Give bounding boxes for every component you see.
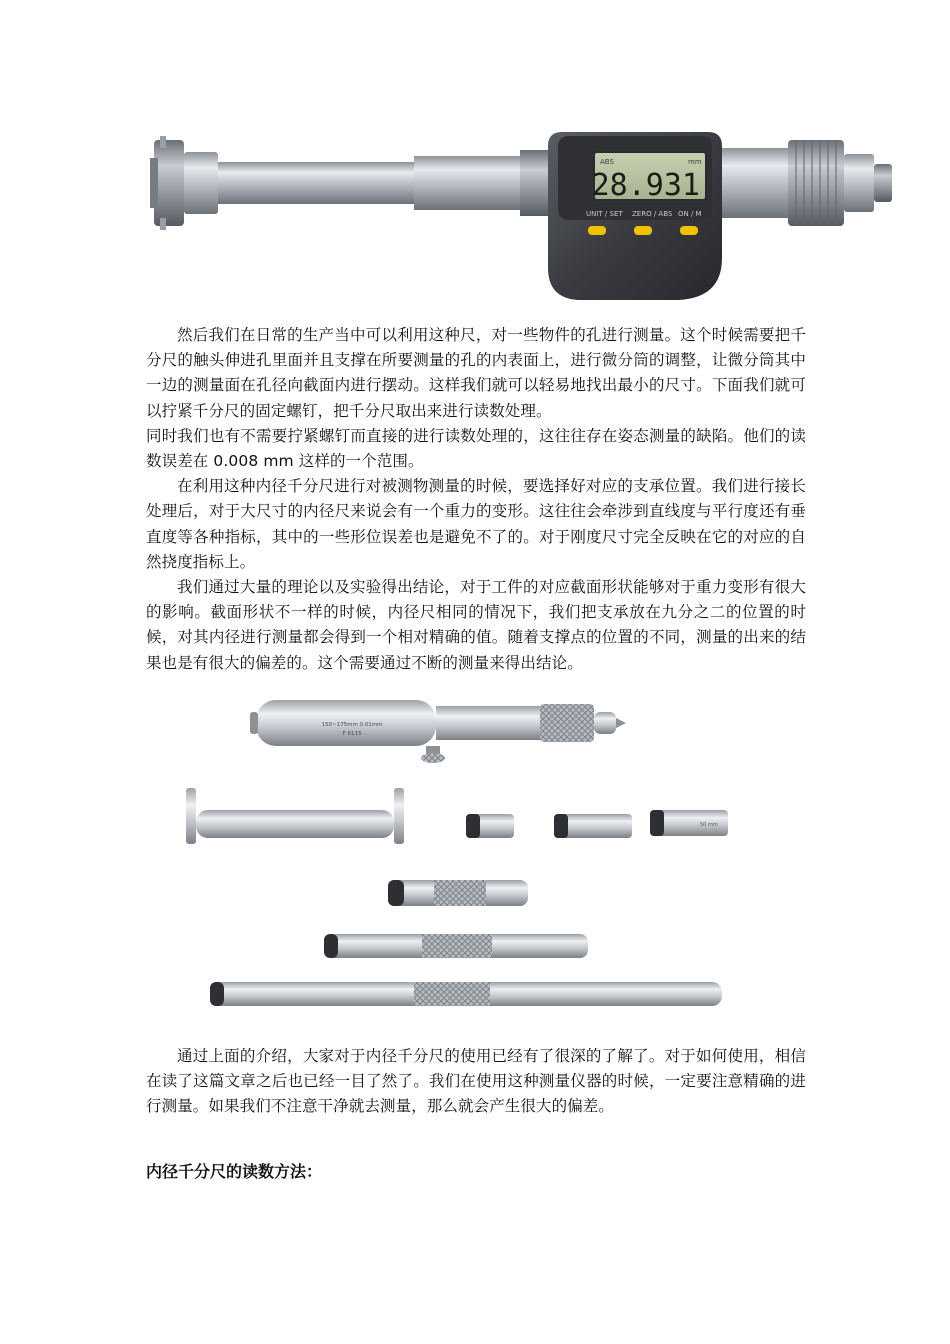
paragraph-2: 同时我们也有不需要拧紧螺钉而直接的进行读数处理的，这往往存在姿态测量的缺陷。他们的读数误差在 0.008 mm 这样的一个范围。 xyxy=(146,426,806,471)
paragraph-3: 在利用这种内径千分尺进行对被测物测量的时候，要选择好对应的支承位置。我们进行接长处理后，对于大尺寸的内径尺来说会有一个重力的变形。这往往会牵涉到直线度与平行度还有垂直度等各种指标，其中的一些形位误差也是避免不了的。对于刚度尺寸完全反映在它的对应的自然挠度指标上。 xyxy=(146,477,806,571)
digital-bore-micrometer-photo xyxy=(148,128,908,306)
lcd-label-abs: ABS xyxy=(600,158,614,166)
inside-micrometer-extension-rod-set-icon xyxy=(180,692,740,1014)
micrometer-model-label: F 6115 xyxy=(342,731,362,737)
article-body-top xyxy=(146,323,806,676)
rod-size-label: 50 mm xyxy=(700,822,718,828)
button-label-unit-set: UNIT / SET xyxy=(586,210,623,218)
paragraph-4: 我们通过大量的理论以及实验得出结论，对于工件的对应截面形状能够对于重力变形有很大的影响。截面形状不一样的时候，内径尺相同的情况下，我们把支承放在九分之二的位置的时候，对其内径进行测量都会得到一个相对精确的值。随着支撑点的位置的不同，测量的出来的结果也是有很大的偏差的。这个需要通过不断的测量来得出结论。 xyxy=(146,578,806,672)
button-label-on-m: ON / M xyxy=(678,210,702,218)
paragraph-5: 通过上面的介绍，大家对于内径千分尺的使用已经有了很深的了解了。对于如何使用，相信在读了这篇文章之后也已经一目了然了。我们在使用这种测量仪器的时候，一定要注意精确的进行测量。如果我们不注意干净就去测量，那么就会产生很大的偏差。 xyxy=(146,1047,806,1116)
zero-abs-button-icon xyxy=(634,226,652,235)
paragraph-1: 然后我们在日常的生产当中可以利用这种尺，对一些物件的孔进行测量。这个时候需要把千分尺的触头伸进孔里面并且支撑在所要测量的孔的内表面上，进行微分筒的调整，让微分筒其中一边的测量面在孔径向截面内进行摆动。这样我们就可以轻易地找出最小的尺寸。下面我们就可以拧紧千分尺的固定螺钉，把千分尺取出来进行读数处理。 xyxy=(146,326,806,420)
unit-set-button-icon xyxy=(588,226,606,235)
micrometer-range-label: 150~175mm 0.01mm xyxy=(321,722,383,728)
article-body-bottom xyxy=(146,1044,806,1120)
button-label-zero-abs: ZERO / ABS xyxy=(632,210,673,218)
lcd-readout: 28.931 xyxy=(591,168,700,203)
lcd-label-mm: mm xyxy=(688,158,702,166)
on-m-button-icon xyxy=(680,226,698,235)
inside-micrometer-set-photo xyxy=(180,692,740,1014)
digital-bore-micrometer-icon xyxy=(148,128,908,306)
section-heading-reading-method: 内径千分尺的读数方法： xyxy=(146,1162,323,1181)
